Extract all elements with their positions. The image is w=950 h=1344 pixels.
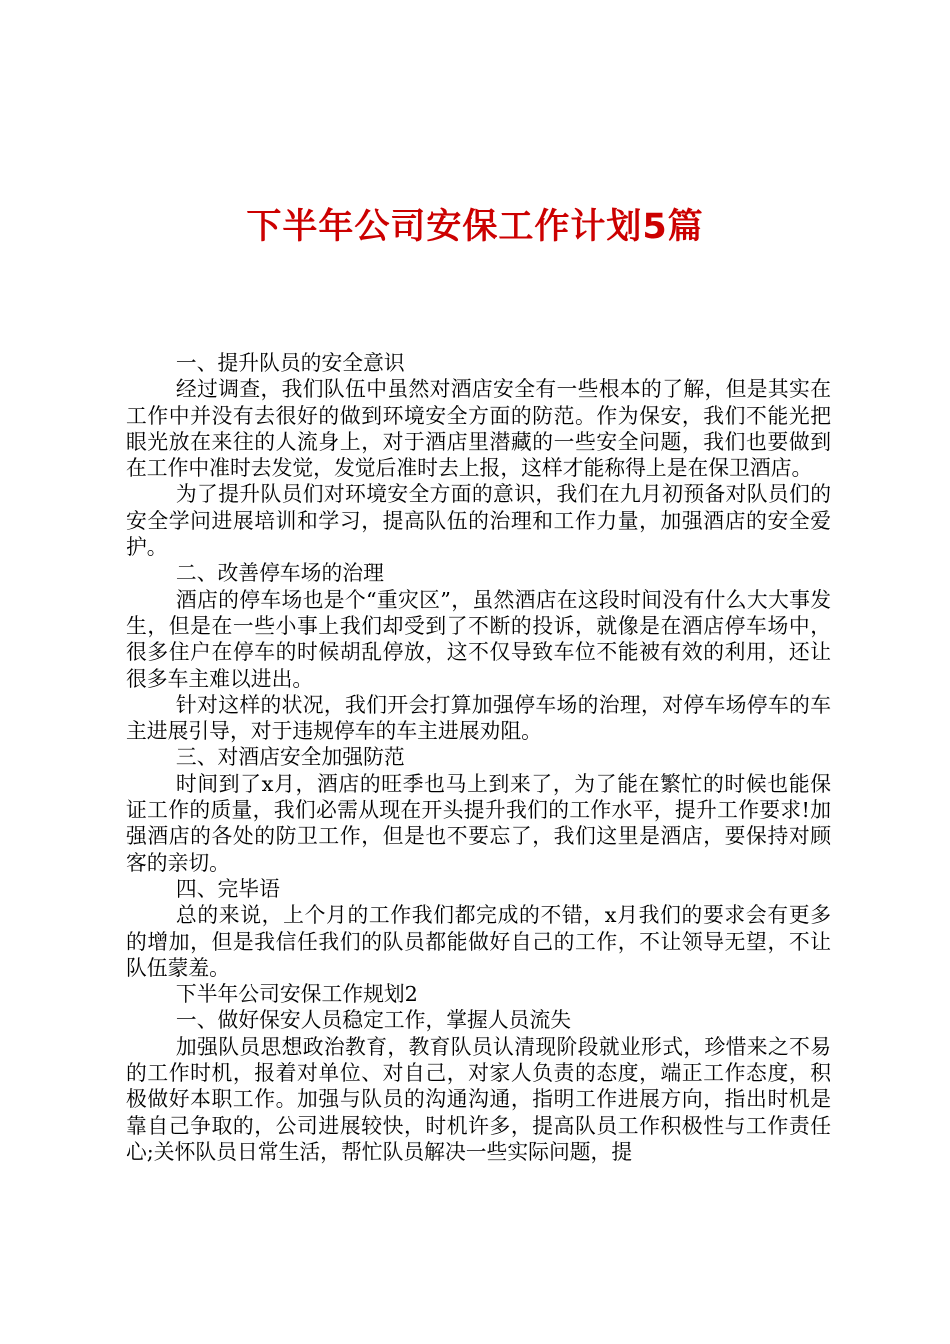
paragraph: 总的来说，上个月的工作我们都完成的不错，x月我们的要求会有更多的增加，但是我信任我们的队员都能做好自己的工作，不让领导无望，不让队伍蒙羞。: [126, 903, 831, 980]
paragraph: 时间到了x月，酒店的旺季也马上到来了，为了能在繁忙的时候也能保证工作的质量，我们必需从现在开头提升我们的工作水平，提升工作要求!加强酒店的各处的防卫工作，但是也不要忘了，我们这里是酒店，要保持对顾客的亲切。: [126, 771, 831, 875]
section-heading-3: 三、对酒店安全加强防范: [175, 745, 405, 770]
document-title: 下半年公司安保工作计划5篇: [246, 207, 704, 247]
section-heading-plan2-1: 一、做好保安人员稳定工作，掌握人员流失: [175, 1008, 572, 1033]
paragraph: 加强队员思想政治教育，教育队员认清现阶段就业形式，珍惜来之不易的工作时机，报着对单位、对自己，对家人负责的态度，端正工作态度，积极做好本职工作。加强与队员的沟通沟通，指明工作进展方向，指出时机是靠自己争取的，公司进展较快，时机许多，提高队员工作积极性与工作责任心;关怀队员日常生活，帮忙队员解决一些实际问题，提: [126, 1034, 831, 1164]
section-heading-1: 一、提升队员的安全意识: [175, 351, 405, 375]
section-heading-2: 二、改善停车场的治理: [175, 561, 384, 586]
paragraph: 经过调查，我们队伍中虽然对酒店安全有一些根本的了解，但是其实在工作中并没有去很好的做到环境安全方面的防范。作为保安，我们不能光把眼光放在来往的人流身上，对于酒店里潜藏的一些安全问题，我们也要做到在工作中准时去发觉，发觉后准时去上报，这样才能称得上是在保卫酒店。: [126, 377, 831, 481]
document-body: [126, 350, 831, 1165]
paragraph: 为了提升队员们对环境安全方面的意识，我们在九月初预备对队员们的安全学问进展培训和学习，提高队伍的治理和工作力量，加强酒店的安全爱护。: [126, 482, 831, 560]
paragraph: 酒店的停车场也是个“重灾区”，虽然酒店在这段时间没有什么大大事发生，但是在一些小事上我们却受到了不断的投诉，就像是在酒店停车场中，很多住户在停车的时候胡乱停放，这不仅导致车位不能被有效的利用，还让很多车主难以进出。: [126, 587, 831, 691]
section-heading-4: 四、完毕语: [175, 876, 280, 901]
subtitle-plan-2: 下半年公司安保工作规划2: [175, 982, 418, 1007]
paragraph: 针对这样的状况，我们开会打算加强停车场的治理，对停车场停车的车主进展引导，对于违规停车的车主进展劝阻。: [126, 692, 831, 744]
